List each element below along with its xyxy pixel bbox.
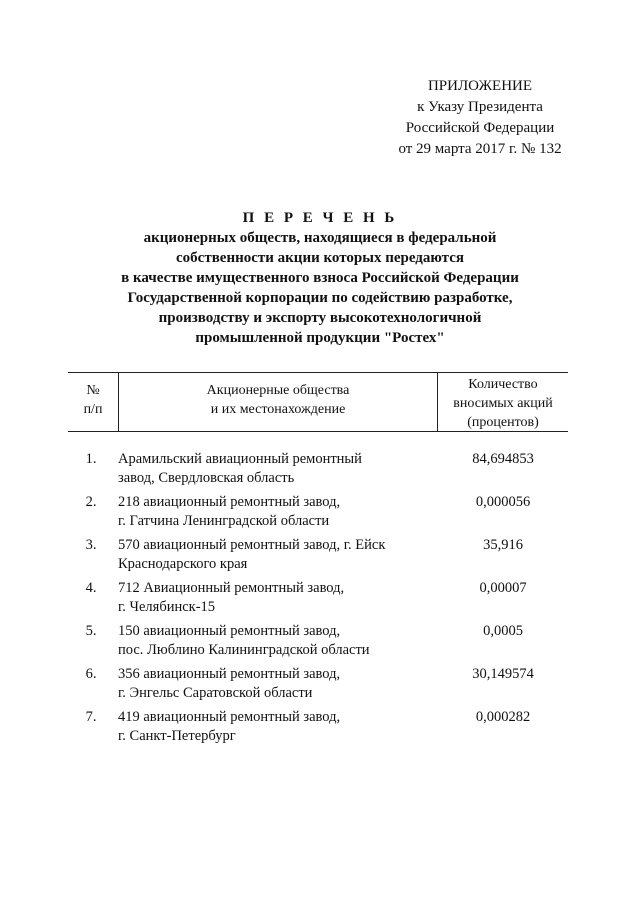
column-header-number (68, 381, 118, 419)
row-number: 1. (85, 451, 97, 467)
heading-line: промышленной продукции "Ростех" (195, 330, 445, 346)
appendix-ref: к Указу Президента (417, 99, 543, 115)
company-line: Краснодарского края (118, 556, 248, 572)
company-line: г. Челябинск-15 (118, 599, 216, 615)
table-row (68, 665, 568, 708)
column-header-text: п/п (83, 402, 103, 417)
column-header-text: и их местонахождение (210, 402, 346, 417)
company-line: Арамильский авиационный ремонтный (118, 451, 362, 467)
column-header-text: Акционерные общества (206, 383, 350, 398)
column-header-text: № (86, 383, 100, 398)
company-line: завод, Свердловская область (118, 470, 295, 486)
share-quantity: 0,000282 (475, 709, 531, 725)
heading-line: в качестве имущественного взноса Российской Федерации (121, 270, 519, 286)
heading-line: Государственной корпорации по содействию разработке, (127, 290, 513, 306)
row-number: 3. (85, 537, 97, 553)
table-body (68, 450, 568, 751)
company-name (118, 450, 438, 488)
company-line: 356 авиационный ремонтный завод, (118, 666, 341, 682)
table-row (68, 579, 568, 622)
share-quantity: 84,694853 (472, 451, 534, 467)
column-header-text: (процентов) (467, 415, 539, 430)
row-number: 7. (85, 709, 97, 725)
document-title: П Е Р Е Ч Е Н Ь (242, 210, 398, 226)
document-heading (60, 208, 580, 348)
company-name (118, 493, 438, 531)
heading-line: производству и экспорту высокотехнологичной (158, 310, 482, 326)
company-name (118, 536, 438, 574)
appendix-block (380, 76, 580, 160)
company-line: 712 Авиационный ремонтный завод, (118, 580, 345, 596)
share-quantity: 35,916 (483, 537, 523, 553)
column-header-quantity (438, 375, 568, 432)
company-name (118, 622, 438, 660)
table-row (68, 493, 568, 536)
table-row (68, 450, 568, 493)
row-number: 6. (85, 666, 97, 682)
column-header-text: вносимых акций (453, 396, 553, 411)
heading-line: акционерных обществ, находящиеся в федеральной (143, 230, 497, 246)
column-header-company (118, 373, 438, 431)
table-row (68, 708, 568, 751)
company-name (118, 579, 438, 617)
company-line: 419 авиационный ремонтный завод, (118, 709, 341, 725)
appendix-ref: Российской Федерации (405, 120, 555, 136)
company-name (118, 708, 438, 746)
company-line: г. Гатчина Ленинградской области (118, 513, 330, 529)
table-row (68, 536, 568, 579)
appendix-date: от 29 марта 2017 г. № 132 (398, 141, 562, 157)
company-line: пос. Люблино Калининградской области (118, 642, 370, 658)
table-row (68, 622, 568, 665)
company-line: 570 авиационный ремонтный завод, г. Ейск (118, 537, 386, 553)
share-quantity: 0,0005 (483, 623, 523, 639)
share-quantity: 0,00007 (479, 580, 527, 596)
share-quantity: 30,149574 (472, 666, 534, 682)
share-quantity: 0,000056 (475, 494, 531, 510)
column-header-text: Количество (468, 377, 538, 392)
appendix-title: ПРИЛОЖЕНИЕ (427, 78, 533, 94)
company-line: 218 авиационный ремонтный завод, (118, 494, 341, 510)
company-line: 150 авиационный ремонтный завод, (118, 623, 341, 639)
table-header (68, 372, 568, 432)
company-line: г. Санкт-Петербург (118, 728, 236, 744)
company-line: г. Энгельс Саратовской области (118, 685, 313, 701)
row-number: 5. (85, 623, 97, 639)
row-number: 4. (85, 580, 97, 596)
company-name (118, 665, 438, 703)
heading-line: собственности акции которых передаются (176, 250, 464, 266)
row-number: 2. (85, 494, 97, 510)
